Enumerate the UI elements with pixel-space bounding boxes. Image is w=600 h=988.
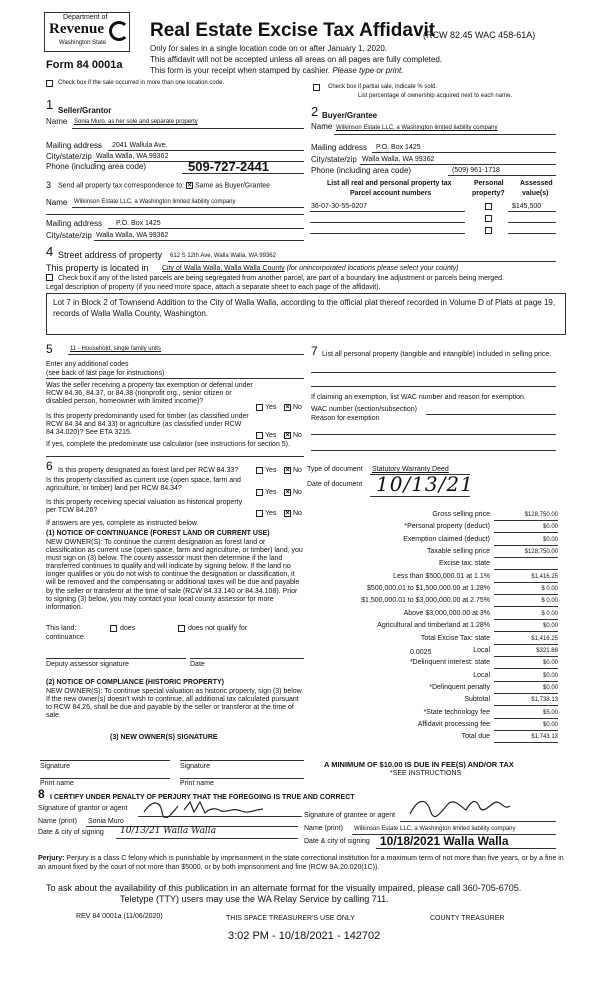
corr-city-field[interactable]: Walla Walla, WA 99362 — [96, 232, 169, 239]
tax-row-value[interactable]: $5.00 — [542, 709, 558, 716]
notice-compliance-body: NEW OWNER(S): To continue special valuation as historic property, sign (3) below. If the new owner(s) doesn't wish to continue, all additional tax calculated pursuant to RCW 84.26, shall be due and payable by the seller or transferor at the time of sale. — [46, 688, 304, 720]
tax-row-value[interactable]: $1,416.25 — [531, 635, 558, 642]
alt-format-line-2: Teletype (TTY) users may use the WA Relay Service by calling 711. — [120, 894, 389, 904]
grantee-signature[interactable] — [404, 794, 554, 818]
q-timber-no[interactable]: × — [285, 432, 290, 439]
tax-row-label: Agricultural and timberland at 1.28% — [377, 622, 490, 630]
personal-header-1: Personal — [474, 180, 504, 187]
corr-city-label: City/state/zip — [46, 231, 92, 240]
corr-mail-field[interactable]: P.O. Box 1425 — [116, 220, 161, 227]
street-field[interactable]: 612 S 12th Ave, Walla Walla, WA 99362 — [170, 253, 276, 259]
seller-mail-field[interactable]: 2041 Wallula Ave. — [112, 142, 168, 149]
tax-row-label: Above $3,000,000.00 at 3% — [403, 609, 490, 617]
this-land-label: This land: — [46, 625, 77, 632]
partial-list-label: List percentage of ownership acquired next to each name. — [358, 93, 513, 99]
q-forest-yes[interactable] — [256, 467, 263, 474]
q-historic-yes-label: Yes — [265, 510, 277, 517]
multi-location-checkbox[interactable] — [46, 80, 53, 87]
county-treasurer-label: COUNTY TREASURER — [430, 915, 505, 922]
q-forest-no-label: No — [293, 467, 302, 474]
personal-property-checkbox-2[interactable] — [485, 215, 492, 222]
doc-type-label: Type of document — [307, 466, 363, 473]
q-exemption: Was the seller receiving a property tax exemption or deferral under RCW 84.36, 84.37, or 84.38 (nonprofit org., senior citizen or disabled person, homeowner with limited income)? — [46, 382, 253, 405]
revision-number: REV 84 0001a (11/06/2020) — [76, 913, 163, 920]
parcel-account-field[interactable]: 36-07-30-55-0207 — [311, 203, 368, 210]
form-number: Form 84 0001a — [46, 59, 123, 71]
tax-row-label: Taxable selling price — [426, 548, 490, 556]
segregated-checkbox[interactable] — [46, 274, 53, 281]
deputy-date-label: Date — [190, 661, 205, 668]
partial-sale-checkbox[interactable] — [313, 84, 320, 91]
tax-row-value[interactable]: $1,743.13 — [531, 734, 558, 741]
local-rate: 0.0025 — [410, 649, 432, 656]
grantor-signature[interactable] — [140, 798, 300, 818]
tax-row-label: Less than $500,000.01 at 1.1% — [393, 572, 490, 580]
subtitle-3: This form is your receipt when stamped by cashier. Please type or print. — [150, 66, 404, 75]
personal-property-checkbox-1[interactable] — [485, 203, 492, 210]
q-timber-yes-label: Yes — [265, 432, 277, 439]
assessed-header-1: Assessed — [520, 180, 553, 187]
land-does-not-checkbox[interactable] — [178, 625, 185, 632]
subtitle-1: Only for sales in a single location code on or after January 1, 2020. — [150, 44, 388, 53]
parcel-header-1: List all real and personal property tax — [327, 180, 452, 187]
q-exemption-no-label: No — [293, 404, 302, 411]
section-2-number: 2 — [311, 104, 319, 119]
tax-row-value[interactable]: $0.00 — [542, 536, 558, 543]
perjury-notice: Perjury: Perjury is a class C felony which is punishable by imprisonment in the state correctional institution for a maximum term of not more than five years, or by a fine in an amount fixed by the court of not more than $5000, or by both imprisonment and fine (RCW 9A.20.020(1C)). — [38, 855, 564, 871]
tax-row-label: Total Excise Tax: state — [420, 634, 490, 642]
seller-city-field[interactable]: Walla Walla, WA 99362 — [96, 153, 169, 160]
segregated-label: Check box if any of the listed parcels are being segregated from another parcel, are part of a boundary line adjustment or parcels being merged. — [58, 275, 504, 282]
logo-swoosh-icon — [109, 21, 129, 41]
use-code-field[interactable]: 11 - Household, single family units — [70, 346, 161, 352]
tax-row-label: Excise tax: state — [439, 560, 490, 568]
see-instructions-notice: *SEE INSTRUCTIONS — [390, 770, 462, 777]
buyer-heading: Buyer/Grantee — [322, 111, 378, 120]
doc-date-label: Date of document — [307, 481, 363, 488]
tax-row-label: *Personal property (deduct) — [404, 523, 490, 531]
corr-mail-label: Mailing address — [46, 219, 103, 228]
subtitle-2: This affidavit will not be accepted unless all areas on all pages are fully completed. — [150, 55, 443, 64]
exemption-label: If claiming an exemption, list WAC number and reason for exemption. — [311, 394, 526, 401]
section-7-number: 7 — [311, 344, 318, 358]
same-as-buyer-checkbox[interactable]: × — [187, 182, 192, 189]
grantee-signature-drawing — [404, 794, 554, 818]
section-8-number: 8 — [38, 787, 45, 801]
section-5-number: 5 — [46, 342, 53, 356]
grantor-date-field[interactable]: 10/13/21 Walla Walla — [120, 826, 217, 836]
q-historic-no[interactable]: × — [285, 510, 290, 517]
q-exemption-yes[interactable] — [256, 404, 263, 411]
tax-row-value[interactable]: $ 0.00 — [541, 610, 558, 617]
personal-property-checkbox-3[interactable] — [485, 227, 492, 234]
tax-row-value[interactable]: $ 0.00 — [541, 586, 558, 593]
tax-row-value[interactable]: $0.00 — [542, 623, 558, 630]
seller-city-label: City/state/zip — [46, 152, 92, 161]
assessed-value-field[interactable]: $145,500 — [512, 203, 542, 210]
tax-row-label: *Delinquent interest: state — [409, 659, 490, 667]
assessed-header-2: value(s) — [522, 190, 549, 197]
q-historic: Is this property receiving special valuation as historical property per TCW 84.26? — [46, 499, 243, 514]
corr-name-label: Name — [46, 198, 68, 207]
parcel-header-2: Parcel account numbers — [350, 190, 432, 197]
q-exemption-yes-label: Yes — [265, 404, 277, 411]
tax-row-label: $1,500,000.01 to $3,000,000.00 at 2.75% — [361, 597, 490, 605]
section-1-number: 1 — [46, 97, 54, 112]
grantor-date-label: Date & city of signing — [38, 829, 104, 836]
partial-sale-label: Check box if partial sale, indicate % sold. — [328, 84, 438, 90]
buyer-phone-label: Phone (including area code) — [311, 166, 412, 175]
buyer-name-label: Name — [311, 122, 333, 131]
corr-name-field[interactable]: Wilkinson Estate LLC, a Washington limited liability company — [74, 199, 236, 205]
buyer-mail-label: Mailing address — [311, 143, 368, 152]
tax-row-value[interactable]: $128,750.00 — [524, 549, 558, 556]
q-calculator: If yes, complete the predominate use calculator (see instructions for section 5). — [46, 441, 290, 448]
grantor-signature-drawing — [140, 798, 300, 818]
q-historic-yes[interactable] — [256, 510, 263, 517]
tax-row-value[interactable]: $321.88 — [536, 647, 558, 654]
reason-label: Reason for exemption — [311, 415, 380, 422]
treasurer-use-label: THIS SPACE TREASURER'S USE ONLY — [226, 915, 355, 922]
seller-name-field[interactable]: Sonia Muro, as her sole and separate property — [74, 119, 198, 125]
multi-location-label: Check box if the sale occurred in more than one location code. — [58, 80, 225, 86]
q-current-use-no[interactable]: × — [285, 489, 290, 496]
seller-name-label: Name — [46, 117, 68, 126]
street-label: Street address of property — [58, 250, 163, 260]
logo-line3: Washington State — [59, 40, 107, 46]
grantee-name-label: Name (print) — [304, 825, 343, 832]
q-timber-yes[interactable] — [256, 432, 263, 439]
tax-row-label: Affidavit processing fee — [417, 720, 490, 728]
q-timber: Is this property predominantly used for timber (as classified under RCW 84.34 and 84.33) or agriculture (as classified under RCW 84.34.020)? See ETA 3215. — [46, 413, 249, 436]
notice-continuance-title: (1) NOTICE OF CONTINUANCE (FOREST LAND OR CURRENT USE) — [46, 530, 270, 537]
logo-line2: Revenue — [49, 21, 104, 37]
new-owner-print-1: Print name — [40, 780, 74, 787]
seller-phone-label: Phone (including area code) — [46, 162, 147, 171]
tax-row-value[interactable]: $0.00 — [542, 524, 558, 531]
tax-row-value[interactable]: $0.00 — [542, 721, 558, 728]
q-forest-no[interactable]: × — [285, 467, 290, 474]
grantor-sig-label: Signature of grantor or agent — [38, 805, 128, 812]
new-owner-sig-2: Signature — [180, 763, 210, 770]
legal-label: Legal description of property (if you need more space, attach a separate sheet to each page of the affidavit). — [46, 284, 381, 291]
tax-row-label: Exemption claimed (deduct) — [403, 535, 490, 543]
grantee-name-field[interactable]: Wilkinson Estate LLC, a Washington limited liability company — [354, 826, 516, 832]
new-owner-signature-title: (3) NEW OWNER(S) SIGNATURE — [110, 734, 218, 741]
doc-type-field[interactable]: Statutory Warranty Deed — [372, 466, 449, 473]
cashier-stamp: 3:02 PM - 10/18/2021 - 142702 — [228, 930, 381, 942]
tax-row-value[interactable]: $ 0.00 — [541, 598, 558, 605]
grantor-name-field[interactable]: Sonia Muro — [88, 818, 124, 825]
doc-date-field[interactable]: 10/13/21 — [376, 472, 474, 496]
deputy-signature-label: Deputy assessor signature — [46, 661, 129, 668]
rcw-reference: (RCW 82.45 WAC 458-61A) — [423, 30, 536, 40]
notice-compliance-title: (2) NOTICE OF COMPLIANCE (HISTORIC PROPERTY) — [46, 679, 224, 686]
additional-codes-label: Enter any additional codes — [46, 361, 129, 368]
page-title: Real Estate Excise Tax Affidavit — [150, 20, 436, 41]
q-current-use-yes[interactable] — [256, 489, 263, 496]
continuance-label: continuance. — [46, 634, 86, 641]
minimum-notice: A MINIMUM OF $10.00 IS DUE IN FEE(S) AND/OR TAX — [324, 760, 514, 769]
legal-description-box[interactable] — [46, 293, 566, 335]
seller-mail-label: Mailing address — [46, 141, 103, 150]
q-current-use-no-label: No — [293, 489, 302, 496]
buyer-city-field[interactable]: Walla Walla, WA 99362 — [362, 156, 435, 163]
tax-row-label: Gross selling price — [432, 511, 490, 518]
seller-heading: Seller/Grantor — [58, 106, 112, 115]
q-historic-no-label: No — [293, 510, 302, 517]
tax-row-value[interactable]: $0.00 — [542, 684, 558, 691]
q-forest: Is this property designated as forest land per RCW 84.33? — [58, 467, 239, 474]
grantee-date-label: Date & city of signing — [304, 838, 370, 845]
alt-format-line-1: To ask about the availability of this publication in an alternate format for the visually impaired, please call 360-705-6705. — [46, 883, 522, 893]
q-exemption-no[interactable]: × — [285, 404, 290, 411]
tax-row-label: Local — [473, 671, 490, 679]
tax-row-label: *State technology fee — [423, 708, 490, 716]
tax-row-label: Subtotal — [464, 696, 490, 704]
land-does-label: does — [120, 625, 136, 632]
section-3-number: 3 — [46, 180, 52, 190]
tax-row-value[interactable]: $1,416.25 — [531, 573, 558, 580]
new-owner-sig-1: Signature — [40, 763, 70, 770]
new-owner-print-2: Print name — [180, 780, 214, 787]
tax-row-label: Local — [473, 646, 490, 654]
q-current-use-yes-label: Yes — [265, 489, 277, 496]
legal-description-text: Lot 7 in Block 2 of Townsend Addition to the City of Walla Walla, according to the official plat thereof recorded in Volume D of Plats at page 19, records of Walla Walla County, Washington. — [53, 298, 556, 318]
buyer-city-label: City/state/zip — [311, 155, 357, 164]
tax-row-label: *Delinquent penalty — [429, 683, 490, 691]
land-does-not-label: does not qualify for — [188, 625, 248, 632]
grantee-date-field[interactable]: 10/18/2021 Walla Walla — [380, 834, 509, 848]
buyer-name-field[interactable]: Wilkinson Estate LLC, a Washington limited liability company — [336, 125, 498, 131]
answer-instruction: If answers are yes, complete as instructed below. — [46, 520, 199, 527]
wac-label: WAC number (section/subsection) — [311, 406, 417, 413]
tax-row-value[interactable]: $0.00 — [542, 672, 558, 679]
q-timber-no-label: No — [293, 432, 302, 439]
tax-row-value[interactable]: $0.00 — [542, 660, 558, 667]
tax-row-label: $500,000.01 to $1,500,000.00 at 1.28% — [367, 585, 490, 593]
correspondence-text: Send all property tax correspondence to: × Same as Buyer/Grantee — [58, 182, 271, 190]
located-field[interactable]: City of Walla Walla, Walla Walla County (for unincorporated locations please select your county) — [162, 265, 459, 272]
tax-row-value[interactable]: $128,750.00 — [524, 512, 558, 518]
q-current-use: Is this property classified as current use (open space, farm and agriculture, or timber) land per RCW 84.34? — [46, 477, 241, 492]
grantee-sig-label: Signature of grantee or agent — [304, 812, 396, 819]
buyer-mail-field[interactable]: P.O. Box 1425 — [376, 144, 421, 151]
personal-header-2: property? — [472, 190, 505, 197]
located-label: This property is located in — [46, 263, 149, 273]
buyer-phone-field[interactable]: (509) 961-1718 — [452, 167, 500, 174]
notice-continuance-body: NEW OWNER(S): To continue the current designation as forest land or classification as current use (open space, farm and agriculture, or timber) land, you must sign on (3) below. The county assessor must then determine if the land transferred continues to qualify and will indicate by signing below. If the land no longer qualifies or you do not wish to continue the designation or classification, it will be removed and the compensating or additional taxes will be due and payable by the seller or transferor at the time of sale (RCW 84.33.140 or 84.34.108). Prior to signing (3) below, you may contact your local county assessor for more information. — [46, 539, 303, 611]
see-instructions-label: (see back of last page for instructions) — [46, 370, 165, 377]
seller-phone-field[interactable]: 509-727-2441 — [188, 159, 269, 174]
section-6-number: 6 — [46, 459, 53, 473]
land-does-checkbox[interactable] — [110, 625, 117, 632]
certify-statement: I CERTIFY UNDER PENALTY OF PERJURY THAT THE FOREGOING IS TRUE AND CORRECT — [50, 794, 355, 801]
logo-line1: Department of — [63, 14, 108, 21]
section-4-number: 4 — [46, 244, 54, 259]
grantor-name-label: Name (print) — [38, 818, 77, 825]
personal-property-label: List all personal property (tangible and intangible) included in selling price. — [322, 351, 552, 358]
q-forest-yes-label: Yes — [265, 467, 277, 474]
tax-row-label: Total due — [461, 733, 490, 741]
tax-row-value[interactable]: $1,738.13 — [531, 697, 558, 704]
dor-logo — [44, 12, 130, 52]
